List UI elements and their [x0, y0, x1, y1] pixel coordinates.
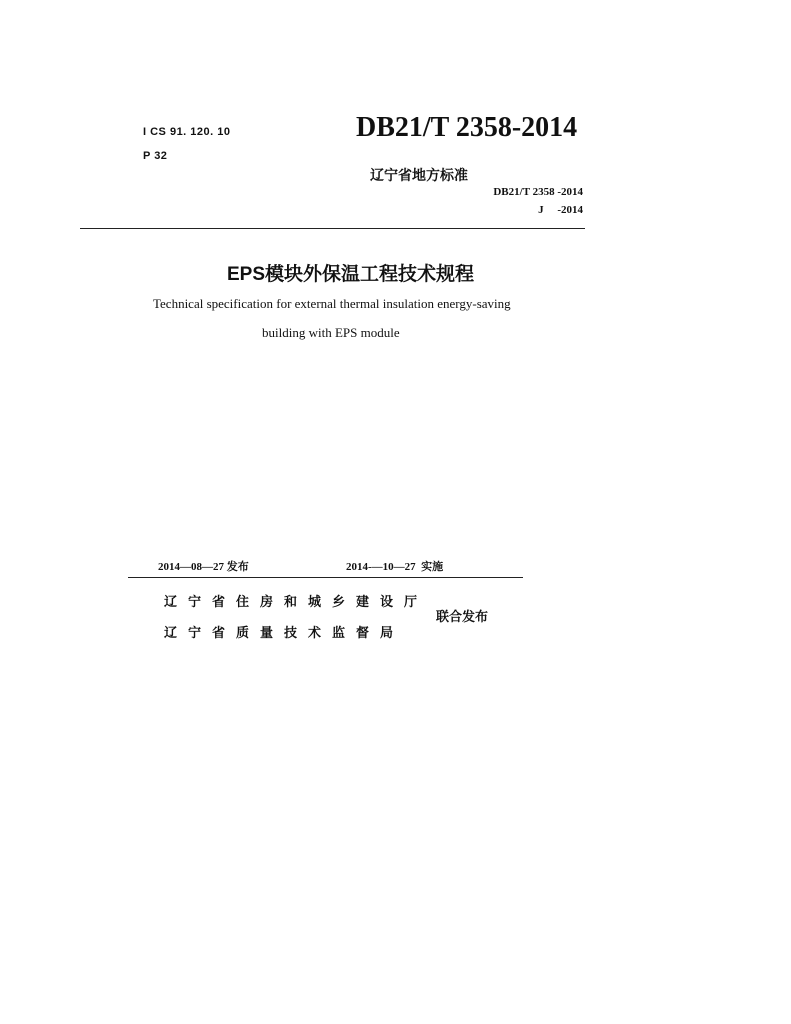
- date-divider: [128, 577, 523, 578]
- sub-standard-number: DB21/T 2358 -2014: [493, 186, 583, 198]
- joint-issue-label: 联合发布: [436, 609, 489, 624]
- standard-number: DB21/T 2358-2014: [356, 112, 578, 143]
- document-title-chinese: EPS模块外保温工程技术规程: [227, 264, 475, 285]
- category-code: P 32: [143, 150, 168, 162]
- issue-date: 2014—08—27 发布: [158, 561, 249, 573]
- header-divider: [80, 228, 585, 229]
- issuer-quality-bureau: 辽宁省质量技术监督局: [164, 625, 405, 640]
- issuer-housing-department: 辽宁省住房和城乡建设厅: [164, 594, 429, 609]
- ics-code: I CS 91. 120. 10: [143, 126, 231, 138]
- filing-number: J -2014: [538, 204, 583, 216]
- document-title-english-line2: building with EPS module: [262, 325, 400, 340]
- standard-type: 辽宁省地方标准: [370, 167, 468, 183]
- effective-date: 2014-—10—27 实施: [346, 561, 444, 573]
- document-title-english-line1: Technical specification for external thermal insulation energy-saving: [153, 296, 511, 311]
